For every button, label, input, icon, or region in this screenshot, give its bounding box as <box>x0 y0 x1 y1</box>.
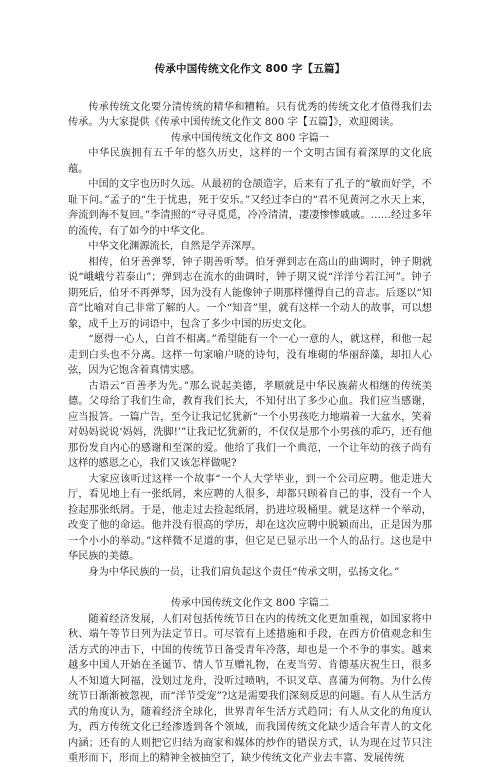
paragraph: “愿得一心人，白首不相离。”希望能有一个一心一意的人，就这样，和他一起走到白头也不分离。这样一句家喻户晓的诗句，没有堆砌的华丽辞藻，却扣人心弦，因为它饱含着真情实感。 <box>68 334 432 376</box>
paragraph: 中国的文字也历时久远。从最初的仓颉造字，后来有了孔子的“敏而好学，不耻下问。”孟子的“生于忧患，死于安乐。”又经过李白的“君不见黄河之水天上来，奔流到海不复回。”李清照的“寻寻觅觅，冷冷清清，凄凄惨惨戚戚。……经过多年的流传，有了如今的中华文化。 <box>68 179 432 237</box>
paragraph: 大家应该听过这样一个故事“一个人大学毕业，到一个公司应聘。他走进大厅，看见地上有一张纸屑，来应聘的人很多，却都只顾着自己的事，没有一个人捡起那张纸屑。于是，他走过去捡起纸屑，扔进垃圾桶里。就是这样一个举动，改变了他的命运。他并没有很高的学历，却在这次应聘中脱颖而出，正是因为那一个小小的举动。”这样微不足道的事，但它足已显示出一个人的品行。这也是中华民族的美德。 <box>68 473 432 562</box>
paragraph: 随着经济发展，人们对包括传统节日在内的传统文化更加重视，如国家将中秋、端午等节日列为法定节日。可尽管有上述措施和手段，在西方价值观念和生活方式的冲击下，中国的传统节日备受青年冷落，却也是一个不争的事实。越来越多中国人开始在圣诞节、情人节互赠礼物，在麦当劳、肯德基庆祝生日，很多人不知道大阿福，没划过龙舟，没听过喷呐，不识叉草、喜蒲为何物。为什么传统节日渐渐被忽视，而“洋节受宠”?这是需要我们深刻反思的问题。有人从生活方式的角度认为，随着经济全球化，世界青年生活方式趋同；有人从文化的角度认为，西方传统文化已经渗透到各个领域，而我国传统文化缺少适合年青人的文化内涵；还有的人则把它归结为商家和媒体的炒作的错误方式，认为现在过节只注重形而下，形而上的精神全被抽空了，缺少传统文化产业去丰富、发展传统 <box>68 613 432 764</box>
paragraph: 古语云“百善孝为先。”那么说起美德，孝顺就是中华民族薪火相继的传统美德。父母给了我们生命，教育我们长大，不知付出了多少心血。我们应当感谢，应当报答。一篇广告，至今让我记忆犹新“一个小男孩吃力地端着一大盆水，笑着对妈妈说说‘妈妈，洗脚!’”让我记忆犹新的，不仅仅是那个小男孩的乖巧，还有他那份发自内心的感谢和至深的爱。他给了我们一个典范，一个让年幼的孩子尚有这样的感恩之心，我们又该怎样做呢? <box>68 380 432 469</box>
paragraph: 中华文化渊源流长，自然是学弄深厚。 <box>88 241 262 252</box>
document-title: 传承中国传统文化作文 800 字【五篇】 <box>154 63 346 75</box>
intro-paragraph: 传承传统文化要分清传统的精华和糟粕。只有优秀的传统文化才值得我们去传承。为大家提供《传承中国传统文化作文 800 字【五篇】》，欢迎阅读。 <box>68 101 432 128</box>
section-heading-2: 传承中国传统文化作文 800 字篇二 <box>170 598 330 609</box>
paragraph: 中华民族拥有五千年的悠久历史，这样的一个文明古国有着深厚的文化底蕴。 <box>68 148 432 175</box>
section-heading-1: 传承中国传统文化作文 800 字篇一 <box>170 132 330 144</box>
paragraph: 身为中华民族的一员，让我们肩负起这个责任“传承文明，弘扬文化。” <box>88 566 400 578</box>
paragraph: 相传，伯牙善弹琴，钟子期善听琴。伯牙弹到志在高山的曲调时，钟子期就说“峨峨兮若泰山”；弹到志在流水的曲调时，钟子期又说“洋洋兮若江河”。钟子期死后，伯牙不再弹琴，因为没有人能像钟子期那样懂得自己的音志。后逐以“知音”比喻对自己非常了解的人。一个“知音”里，就有这样一个动人的故事，可以想象，成千上万的词语中，包含了多少中国的历史文化。 <box>68 256 432 330</box>
